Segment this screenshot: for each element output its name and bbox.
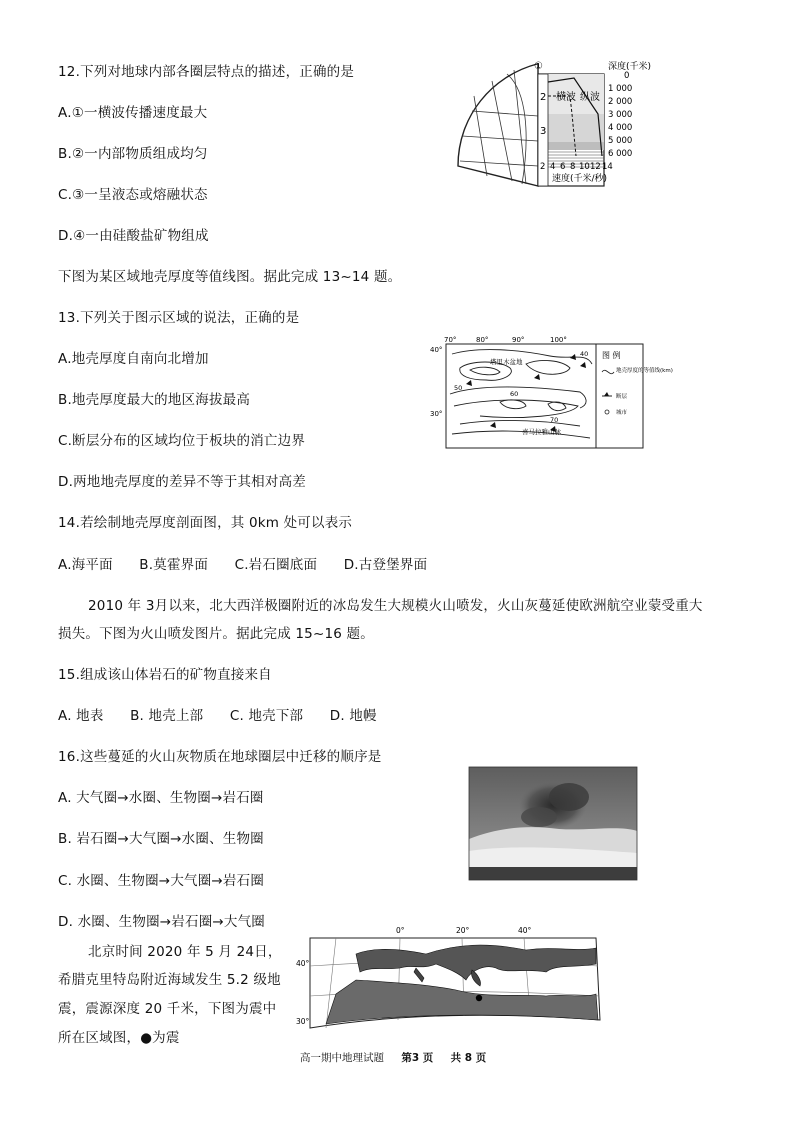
- svg-text:2: 2: [540, 162, 546, 172]
- q16-option-a: A. 大气圈→水圈、生物圈→岩石圈: [58, 790, 264, 806]
- q13-option-d: D.两地地壳厚度的差异不等于其相对高差: [58, 474, 306, 490]
- q14-options: [58, 553, 449, 573]
- svg-text:70°: 70°: [444, 336, 457, 344]
- svg-text:地壳厚度的等值线(km): 地壳厚度的等值线(km): [616, 368, 673, 374]
- svg-text:6 000: 6 000: [608, 149, 633, 159]
- q16-option-b: B. 岩石圈→大气圈→水圈、生物圈: [58, 831, 264, 847]
- q13-option-b: B.地壳厚度最大的地区海拔最高: [58, 392, 251, 408]
- svg-text:塔里木盆地: 塔里木盆地: [490, 358, 523, 366]
- q14-option-a: A.海平面: [58, 557, 113, 573]
- svg-text:0°: 0°: [396, 926, 405, 935]
- q14-option-d: D.古登堡界面: [343, 557, 428, 573]
- q14-option-c: C.岩石圈底面: [234, 557, 318, 573]
- svg-text:3 000: 3 000: [608, 110, 633, 120]
- q16-option-d: D. 水圈、生物圈→岩石圈→大气圈: [58, 914, 266, 930]
- svg-text:12: 12: [590, 162, 601, 172]
- q14-option-b: B.莫霍界面: [139, 557, 209, 573]
- q12-option-c: C.③一呈液态或熔融状态: [58, 187, 208, 203]
- q15-option-a: A. 地表: [58, 708, 104, 724]
- svg-text:5 000: 5 000: [608, 136, 633, 146]
- intro-13-14: 下图为某区域地壳厚度等值线图。据此完成 13~14 题。: [58, 269, 402, 285]
- svg-text:6: 6: [560, 162, 566, 172]
- layer-label-2: 2: [540, 92, 547, 103]
- svg-text:40°: 40°: [430, 346, 443, 354]
- volcano-eruption-photo: [469, 767, 637, 880]
- crust-thickness-map: [430, 334, 673, 452]
- q12-option-d: D.④一由硅酸盐矿物组成: [58, 228, 209, 244]
- intro-17-line4: 所在区域图，●为震: [58, 1030, 180, 1046]
- intro-15-16-line1: 2010 年 3月以来，北大西洋极圈附近的冰岛发生大规模火山喷发，火山灰蔓延使欧洲航空业蒙受重大: [88, 598, 703, 614]
- svg-text:60: 60: [510, 390, 519, 398]
- svg-text:喜马拉雅山脉: 喜马拉雅山脉: [522, 428, 561, 436]
- footer-total: 共 8 页: [450, 1052, 487, 1064]
- intro-15-16-line2: 损失。下图为火山喷发图片。据此完成 15~16 题。: [58, 626, 374, 642]
- earth-interior-figure: [452, 56, 664, 188]
- svg-text:30°: 30°: [296, 1017, 310, 1026]
- svg-text:90°: 90°: [512, 336, 525, 344]
- q12-option-a: A.①一横波传播速度最大: [58, 105, 208, 121]
- q13-option-a: A.地壳厚度自南向北增加: [58, 351, 209, 367]
- q12-option-b: B.②一内部物质组成均匀: [58, 146, 208, 162]
- q16-option-c: C. 水圈、生物圈→大气圈→岩石圈: [58, 873, 265, 889]
- wave-label-s: 横波: [556, 92, 576, 103]
- layer-label-1: ①: [534, 61, 543, 72]
- depth-axis-title: 深度(千米): [608, 62, 652, 72]
- svg-text:20°: 20°: [456, 926, 470, 935]
- svg-text:8: 8: [570, 162, 576, 172]
- svg-text:100°: 100°: [550, 336, 567, 344]
- intro-17-line2: 希腊克里特岛附近海域发生 5.2 级地: [58, 972, 281, 988]
- q13-stem: 13.下列关于图示区域的说法，正确的是: [58, 310, 300, 326]
- q14-stem: 14.若绘制地壳厚度剖面图，其 0km 处可以表示: [58, 515, 353, 531]
- svg-text:14: 14: [602, 162, 613, 172]
- svg-text:30°: 30°: [430, 410, 443, 418]
- svg-text:70: 70: [550, 416, 559, 424]
- q16-stem: 16.这些蔓延的火山灰物质在地球圈层中迁移的顺序是: [58, 749, 382, 765]
- q15-options: [58, 704, 399, 724]
- svg-text:40: 40: [580, 350, 589, 358]
- layer-label-3: 3: [540, 126, 547, 137]
- svg-text:0: 0: [624, 71, 630, 81]
- footer-page: 第3 页: [401, 1052, 434, 1064]
- q15-stem: 15.组成该山体岩石的矿物直接来自: [58, 667, 272, 683]
- svg-text:80°: 80°: [476, 336, 489, 344]
- svg-text:10: 10: [579, 162, 590, 172]
- page-footer: [300, 1050, 486, 1065]
- svg-text:1 000: 1 000: [608, 84, 633, 94]
- svg-text:2 000: 2 000: [608, 97, 633, 107]
- q15-option-c: C. 地壳下部: [229, 708, 304, 724]
- q15-option-d: D. 地幔: [329, 708, 377, 724]
- svg-text:40°: 40°: [518, 926, 532, 935]
- svg-text:50: 50: [454, 384, 463, 392]
- svg-text:城市: 城市: [616, 410, 628, 416]
- intro-17-line3: 震，震源深度 20 千米，下图为震中: [58, 1001, 277, 1017]
- q13-option-c: C.断层分布的区域均位于板块的消亡边界: [58, 433, 306, 449]
- speed-axis-title: 速度(千米/秒): [552, 174, 608, 184]
- footer-title: 高一期中地理试题: [300, 1052, 384, 1064]
- epicenter-marker: [476, 995, 482, 1001]
- intro-17-line1: 北京时间 2020 年 5 月 24日，: [88, 944, 282, 960]
- map-legend-title: 图 例: [602, 351, 621, 360]
- q15-option-b: B. 地壳上部: [130, 708, 204, 724]
- svg-text:4 000: 4 000: [608, 123, 633, 133]
- q12-stem: 12.下列对地球内部各圈层特点的描述，正确的是: [58, 64, 355, 80]
- svg-text:断层: 断层: [616, 394, 628, 400]
- svg-text:4: 4: [550, 162, 556, 172]
- svg-text:40°: 40°: [296, 959, 310, 968]
- wave-label-p: 纵波: [580, 92, 600, 103]
- mediterranean-map: [296, 924, 602, 1038]
